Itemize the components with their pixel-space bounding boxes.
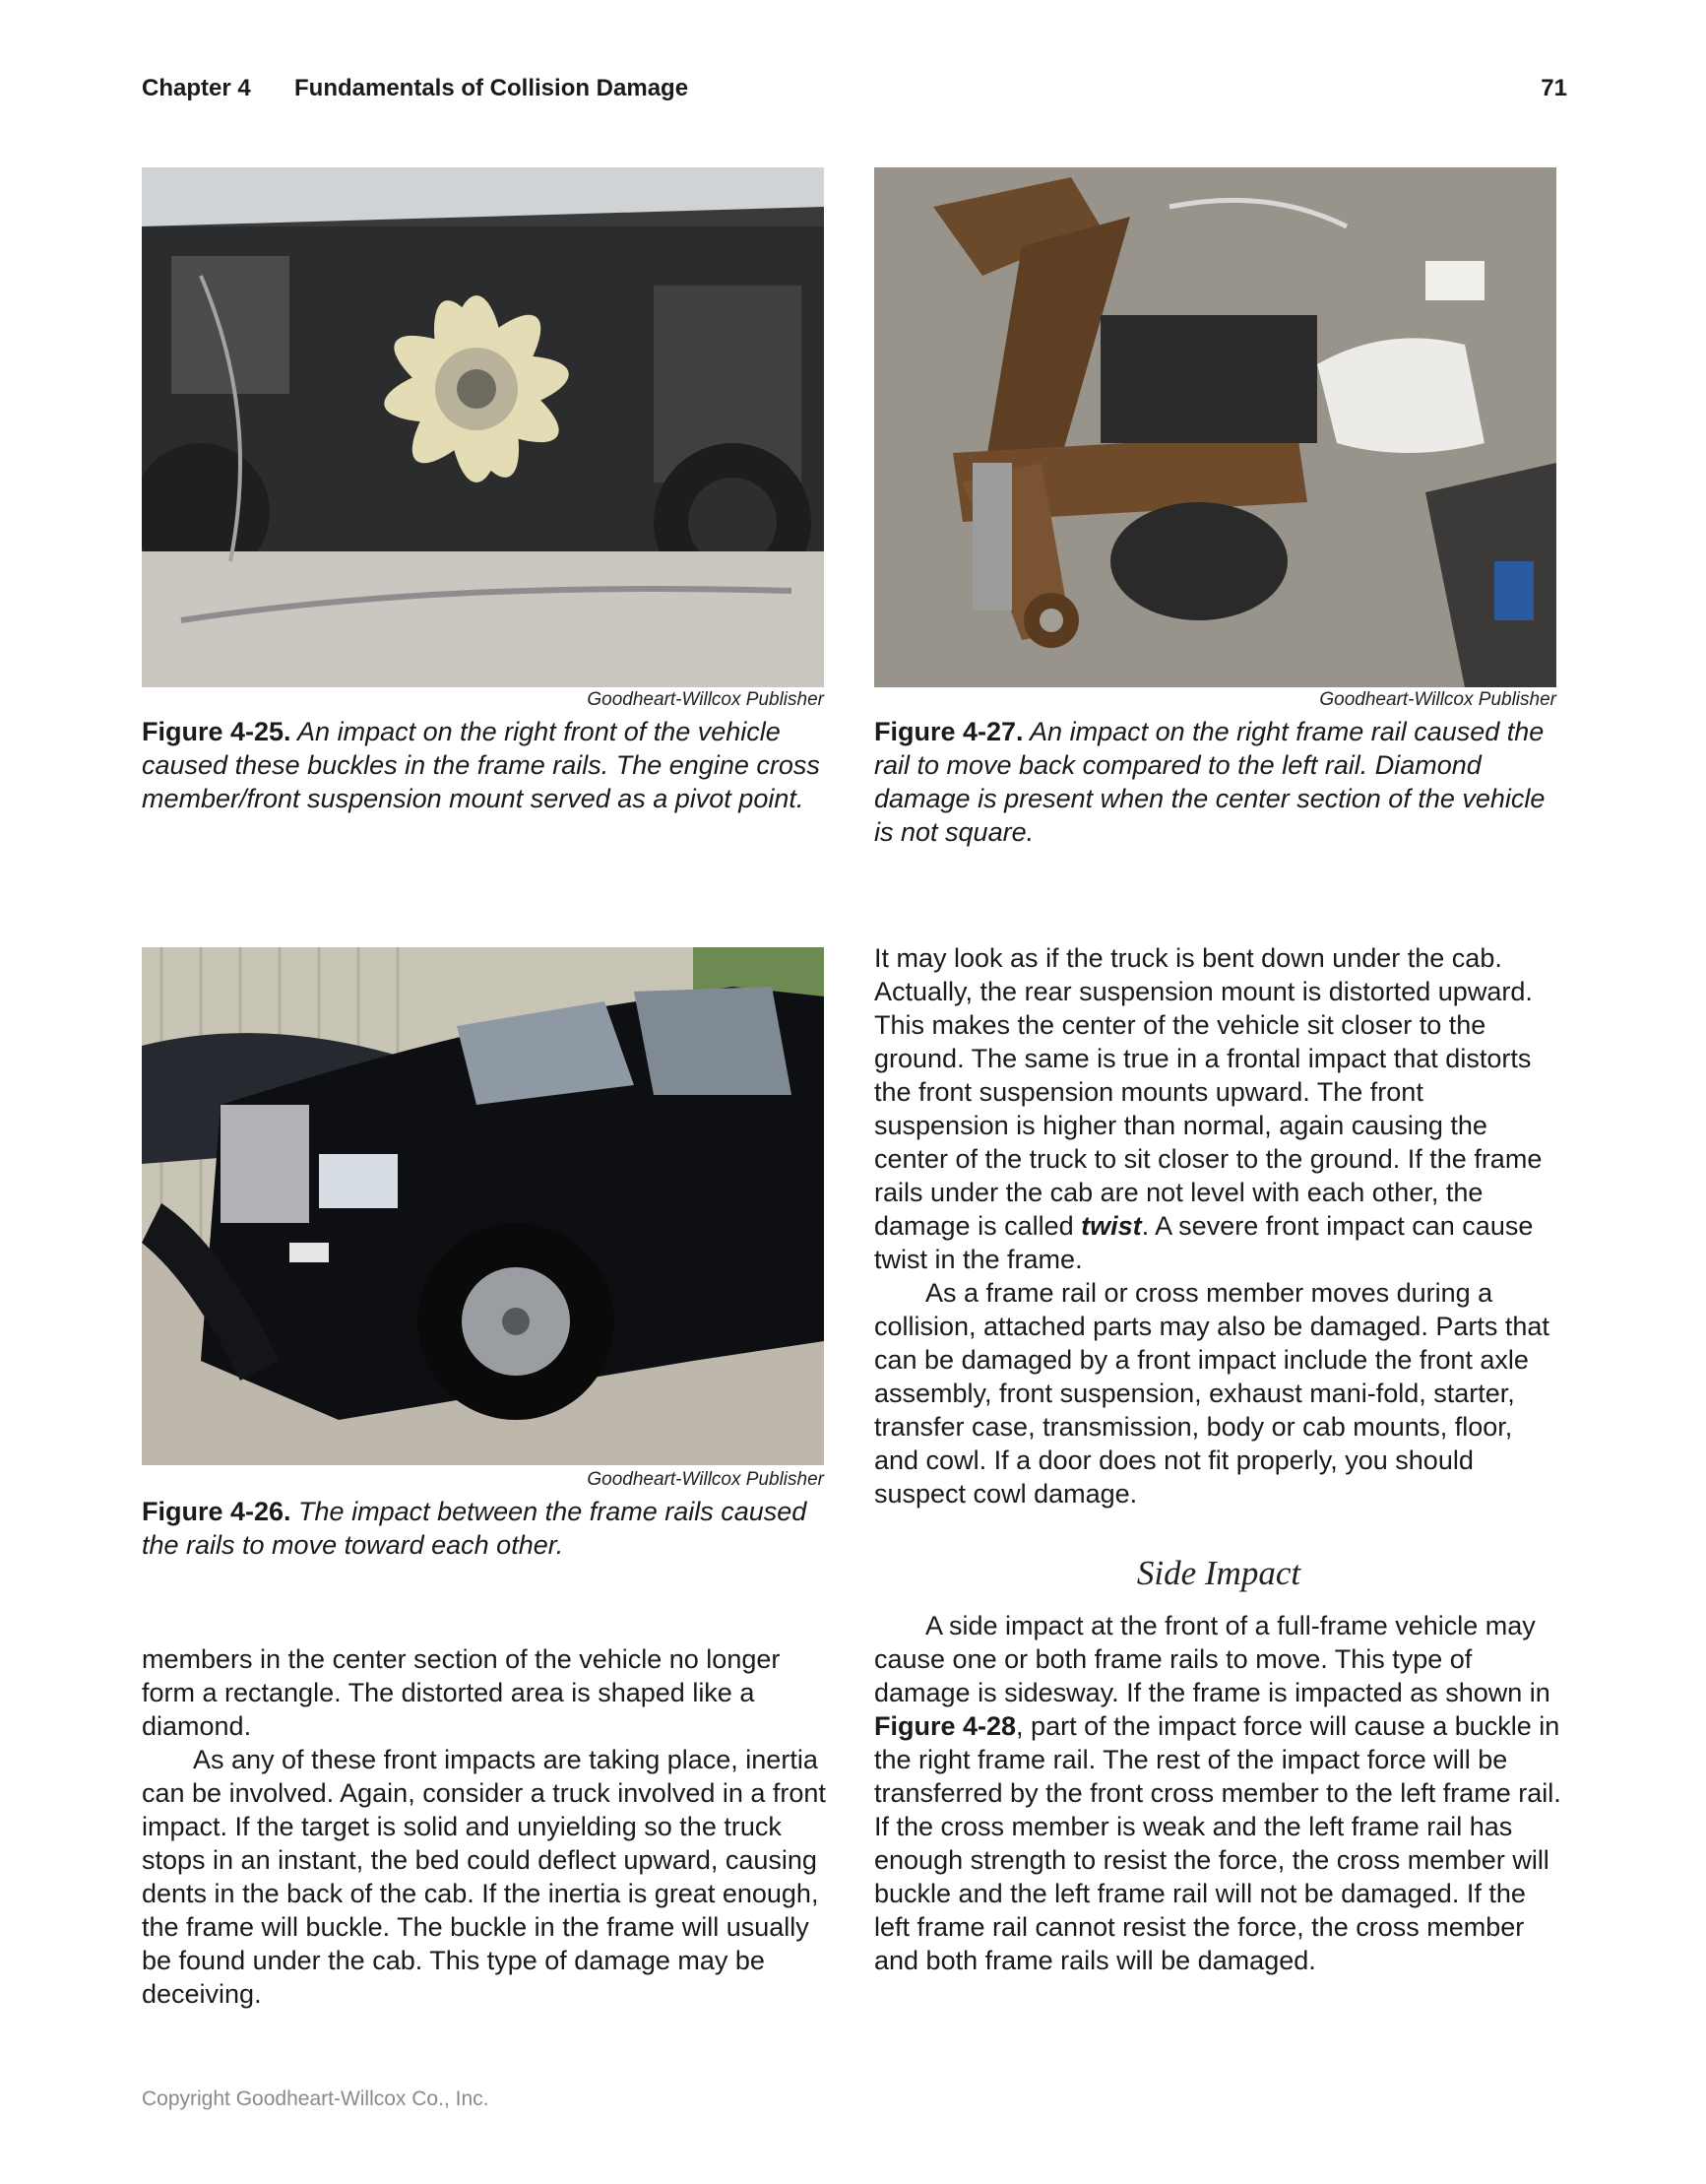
figure-4-26-credit: Goodheart-Willcox Publisher [587, 1469, 824, 1490]
right-column-text [874, 941, 1563, 1510]
chapter-title: Fundamentals of Collision Damage [294, 75, 689, 101]
figure-4-27-label: Figure 4-27. [874, 717, 1024, 746]
figure-4-25-text: An impact on the right front of the vehicle caused these buckles in the frame rails. The engine cross member/front suspension mount served as a pivot point. [142, 717, 820, 813]
right-paragraph-1-start: It may look as if the truck is bent down under the cab. Actually, the rear suspension mount is distorted upward. This makes the center of the vehicle sit closer to the ground. The same is true in a frontal impact that distorts the front suspension mounts upward. The front suspension is higher than normal, again causing the center of the truck to sit closer to the ground. If the frame rails under the cab are not level with each other, the damage is called [874, 943, 1543, 1241]
figure-4-26-text: The impact between the frame rails caused the rails to move toward each other. [142, 1497, 807, 1560]
right-paragraph-1 [874, 941, 1563, 1276]
figure-4-26-photo [142, 947, 824, 1465]
left-paragraph-2: As any of these front impacts are taking place, inertia can be involved. Again, consider a truck involved in a front impact. If the target is solid and unyielding so the truck stops in an instant, the bed could deflect upward, causing dents in the back of the cab. If the inertia is great enough, the frame will buckle. The buckle in the frame will usually be found under the cab. This type of damage may be deceiving. [142, 1745, 826, 2009]
figure-4-27-text: An impact on the right frame rail caused the rail to move back compared to the left rail. Diamond damage is present when the center section of the vehicle is not square. [874, 717, 1546, 847]
left-column-text [142, 1642, 827, 2011]
left-paragraph-1: members in the center section of the vehicle no longer form a rectangle. The distorted area is shaped like a diamond. [142, 1644, 781, 1741]
section-heading-side-impact: Side Impact [1136, 1554, 1301, 1592]
figure-4-25-label: Figure 4-25. [142, 717, 291, 746]
term-twist: twist [1081, 1211, 1142, 1241]
figure-4-27-credit: Goodheart-Willcox Publisher [1319, 689, 1556, 710]
figure-4-25-caption [142, 715, 831, 815]
figure-4-27-caption [874, 715, 1563, 849]
right-paragraph-1-end: . A severe front impact can cause twist in the frame. [874, 1211, 1534, 1274]
figure-4-26-caption [142, 1495, 831, 1562]
figure-4-27-photo [874, 167, 1556, 687]
figure-4-25-photo [142, 167, 824, 687]
page-number: 71 [1541, 75, 1567, 101]
side-impact-text [874, 1609, 1563, 1977]
right-paragraph-3 [874, 1609, 1563, 1977]
copyright-footer: Copyright Goodheart-Willcox Co., Inc. [142, 2088, 489, 2110]
figure-4-25-credit: Goodheart-Willcox Publisher [587, 689, 824, 710]
chapter-number: Chapter 4 [142, 75, 251, 101]
right-paragraph-3-start: A side impact at the front of a full-frame vehicle may cause one or both frame rails to move. This type of damage is sidesway. If the frame is impacted as shown in [874, 1611, 1550, 1707]
figure-4-28-reference: Figure 4-28 [874, 1711, 1017, 1741]
right-paragraph-2: As a frame rail or cross member moves during a collision, attached parts may also be damaged. Parts that can be damaged by a front impact include the front axle assembly, front suspension, exhaust mani-fold, starter, transfer case, transmission, body or cab mounts, floor, and cowl. If a door does not fit properly, you should suspect cowl damage. [874, 1278, 1549, 1509]
running-header [142, 75, 1567, 108]
figure-4-26-label: Figure 4-26. [142, 1497, 291, 1526]
right-paragraph-3-end: , part of the impact force will cause a buckle in the right frame rail. The rest of the impact force will be transferred by the front cross member to the left frame rail. If the cross member is weak and the left frame rail has enough strength to resist the force, the cross member will buckle and the left frame rail will not be damaged. If the left frame rail cannot resist the force, the cross member and both frame rails will be damaged. [874, 1711, 1561, 1975]
